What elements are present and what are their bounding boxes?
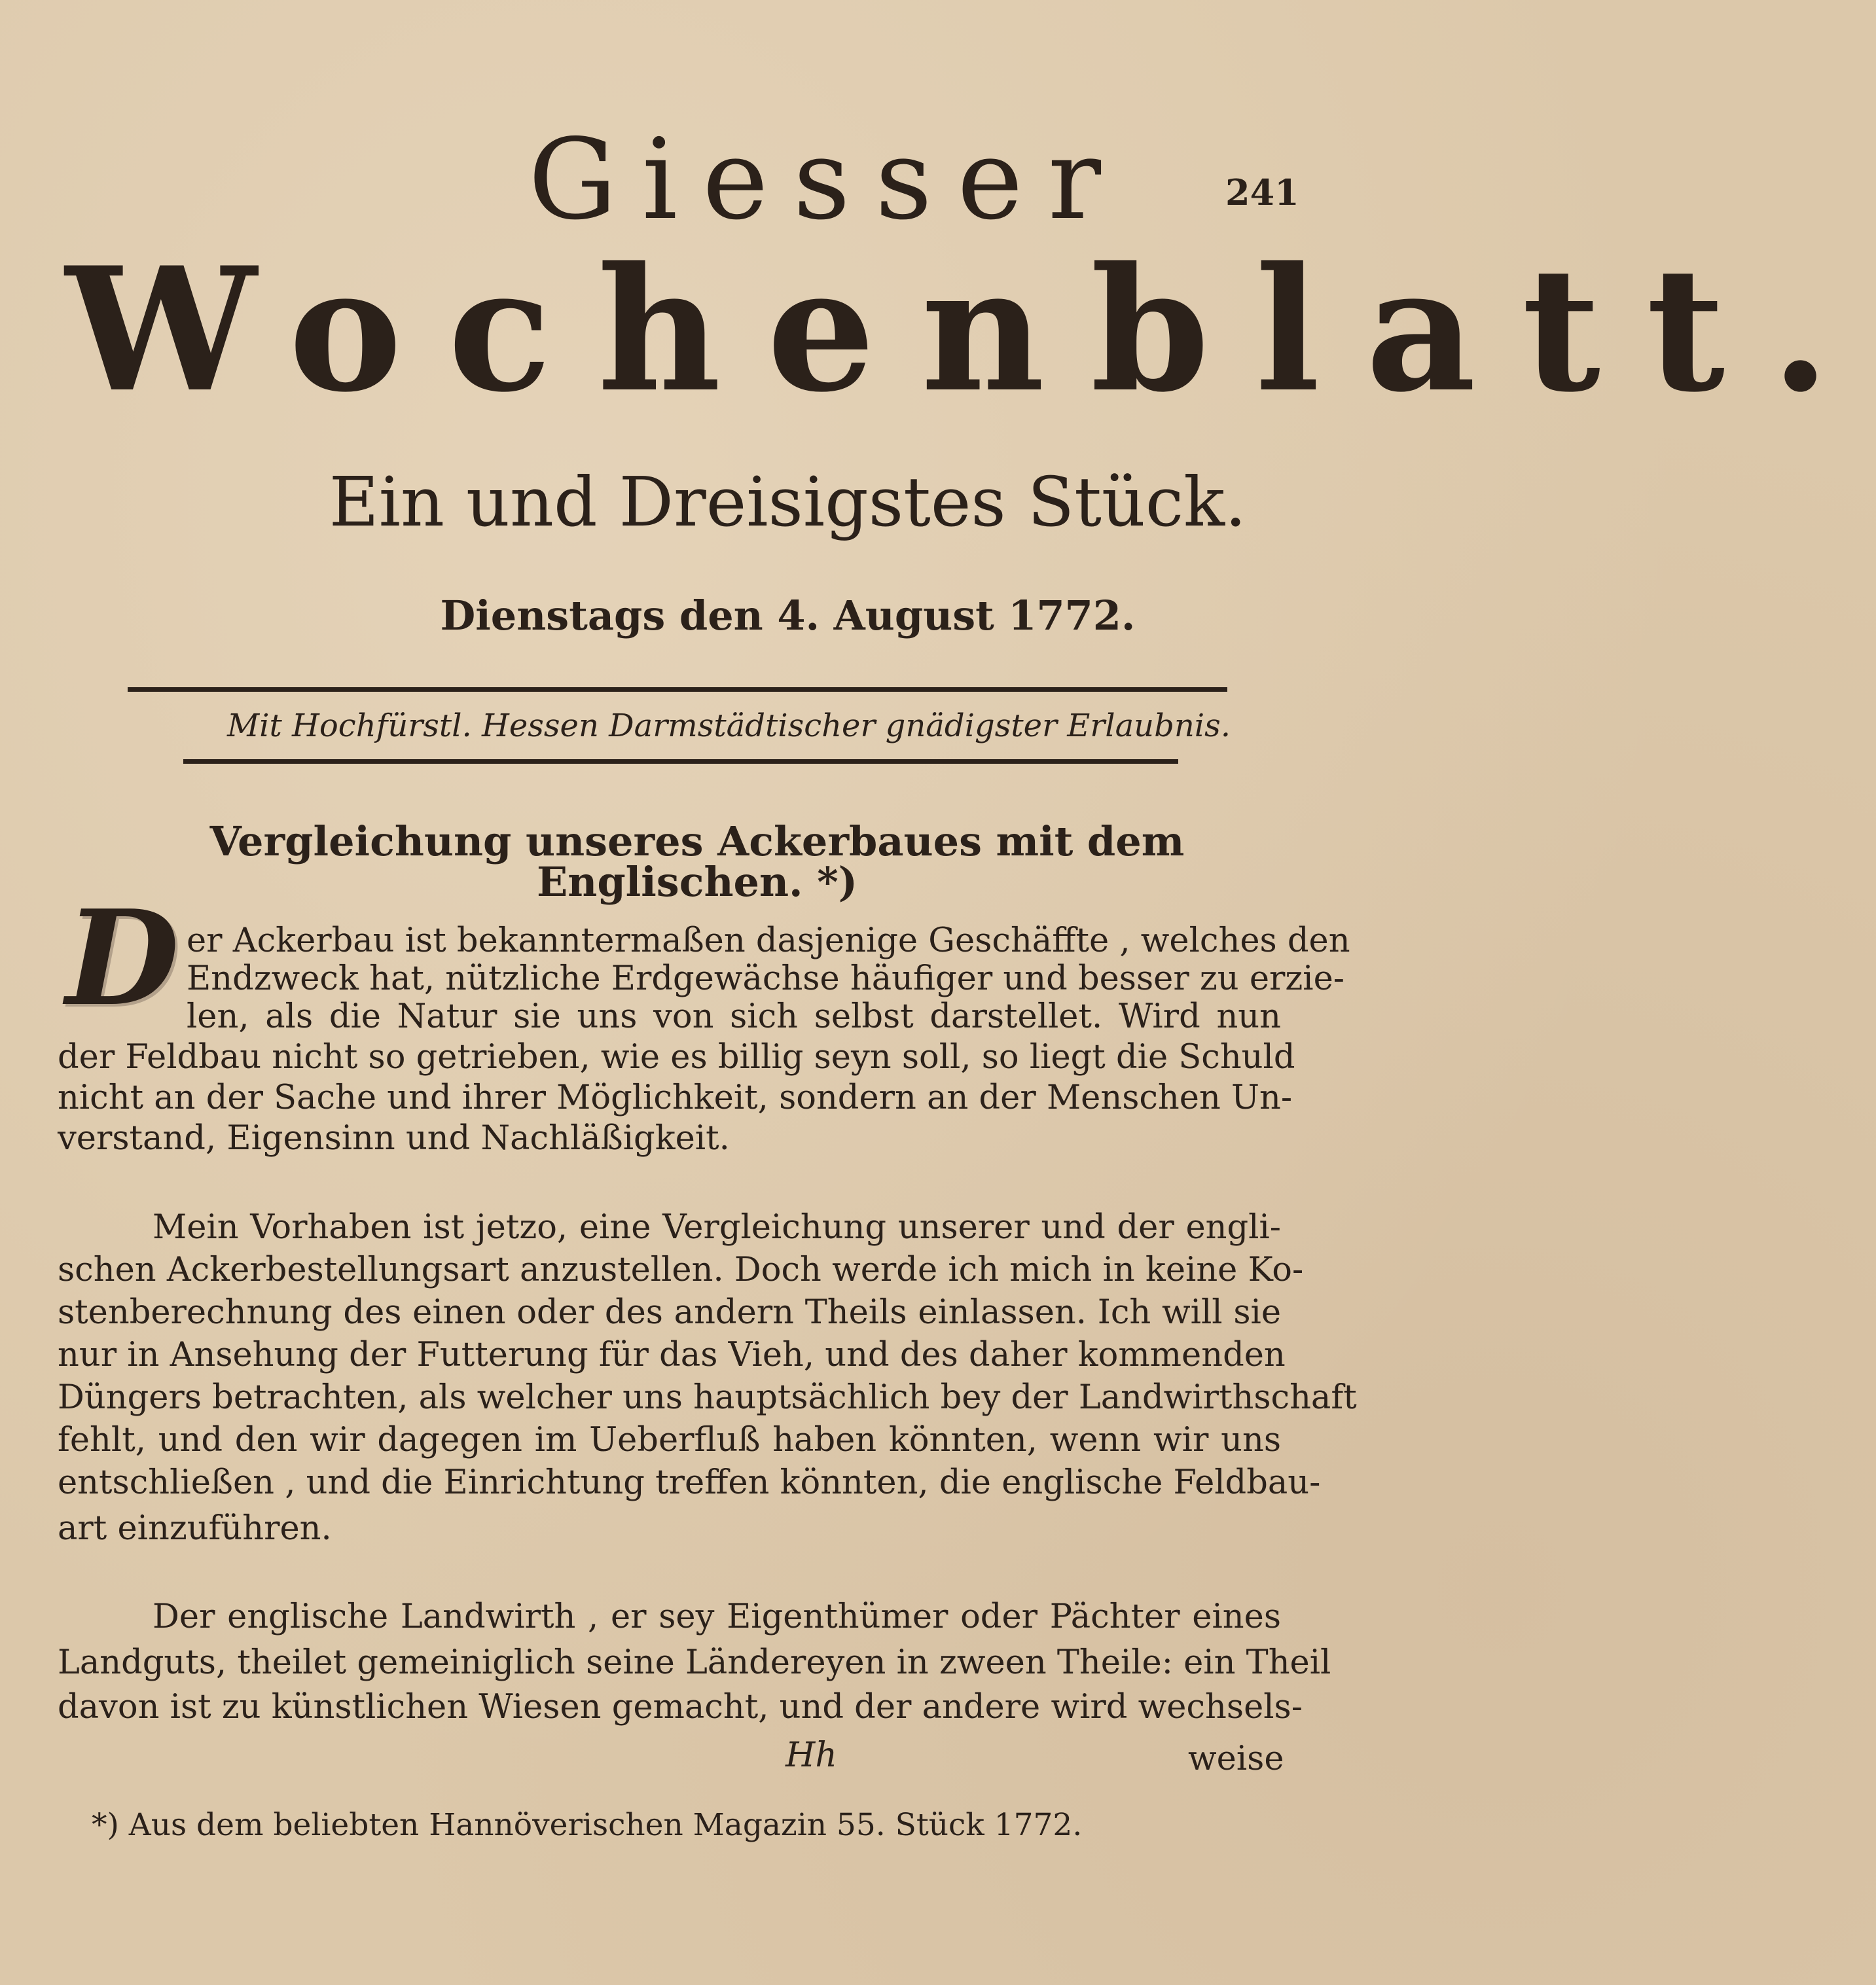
text-line: fehlt, und den wir dagegen im Ueberfluß haben könnten, wenn wir uns: [58, 1421, 1281, 1459]
text-line: Mein Vorhaben ist jetzo, eine Vergleichung unserer und der engli-: [153, 1208, 1281, 1247]
text-line: verstand, Eigensinn und Nachläßigkeit.: [58, 1119, 730, 1158]
text-line: davon ist zu künstlichen Wiesen gemacht, und der andere wird wechsels-: [58, 1688, 1303, 1726]
text-line: der Feldbau nicht so getrieben, wie es billig seyn soll, so liegt die Schuld: [58, 1038, 1295, 1077]
permission-line: Mit Hochfürstl. Hessen Darmstädtischer gnädigster Erlaubnis.: [227, 707, 1231, 744]
text-line: nicht an der Sache und ihrer Möglichkeit, sondern an der Menschen Un-: [58, 1079, 1293, 1117]
footnote: *) Aus dem beliebten Hannöverischen Magazin 55. Stück 1772.: [92, 1807, 1083, 1843]
rule-bottom: [183, 759, 1178, 764]
text-line: er Ackerbau ist bekanntermaßen dasjenige Geschäffte , welches den: [187, 921, 1350, 960]
rule-top: [128, 687, 1227, 692]
text-line: art einzuführen.: [58, 1509, 332, 1548]
article-heading: Vergleichung unseres Ackerbaues mit dem Englischen. *): [209, 817, 1185, 906]
masthead-title-line2: Wochenblatt.: [65, 230, 1876, 430]
issue-number: Ein und Dreisigstes Stück.: [329, 462, 1247, 542]
text-line: Endzweck hat, nützliche Erdgewächse häufiger und besser zu erzie-: [187, 959, 1344, 998]
text-line: entschließen , und die Einrichtung treffen könnten, die englische Feldbau-: [58, 1463, 1321, 1502]
catchword: weise: [1188, 1740, 1284, 1778]
text-line: Der englische Landwirth , er sey Eigenthümer oder Pächter eines: [153, 1598, 1281, 1636]
text-line: stenberechnung des einen oder des andern Theils einlassen. Ich will sie: [58, 1293, 1281, 1332]
text-line: schen Ackerbestellungsart anzustellen. Doch werde ich mich in keine Ko-: [58, 1251, 1304, 1289]
page-number: 241: [1225, 171, 1299, 213]
masthead-title-line1: Giesser: [528, 115, 1127, 245]
text-line: Düngers betrachten, als welcher uns hauptsächlich bey der Landwirthschaft: [58, 1378, 1357, 1417]
text-line: Landguts, theilet gemeiniglich seine Ländereyen in zween Theile: ein Theil: [58, 1643, 1331, 1682]
signature-mark: Hh: [785, 1736, 837, 1775]
drop-cap: D: [65, 882, 179, 1035]
text-line: len, als die Natur sie uns von sich selbst darstellet. Wird nun: [187, 997, 1281, 1036]
text-line: nur in Ansehung der Futterung für das Vieh, und des daher kommenden: [58, 1336, 1286, 1374]
issue-date: Dienstags den 4. August 1772.: [440, 592, 1136, 639]
